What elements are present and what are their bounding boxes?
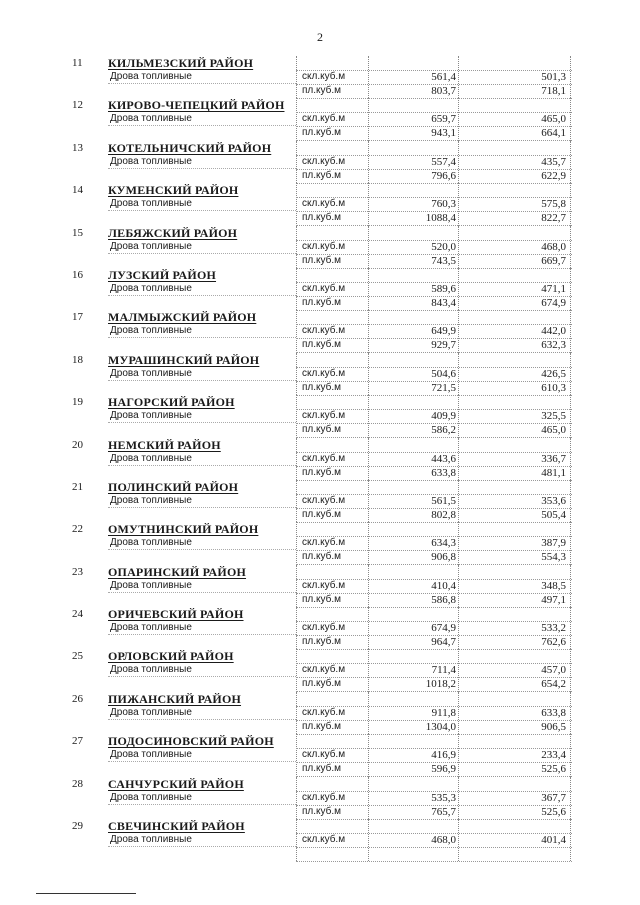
table-row xyxy=(72,847,572,861)
district-block xyxy=(72,141,572,183)
table-row xyxy=(72,579,572,593)
table-row xyxy=(72,550,572,564)
district-header-row xyxy=(72,649,572,663)
value-col-2: 501,3 xyxy=(541,71,566,83)
district-header-row xyxy=(72,607,572,621)
unit-label: пл.куб.м xyxy=(302,127,342,139)
district-name: ПОЛИНСКИЙ РАЙОН xyxy=(108,479,239,494)
unit-label: пл.куб.м xyxy=(302,466,342,478)
value-col-1: 596,9 xyxy=(431,763,456,776)
value-col-1: 409,9 xyxy=(431,410,456,423)
value-col-1: 659,7 xyxy=(431,113,456,126)
district-header-row xyxy=(72,98,572,112)
table-row xyxy=(72,452,572,466)
product-name: Дрова топливные xyxy=(110,113,192,125)
value-col-2: 348,5 xyxy=(541,579,566,592)
table-row xyxy=(72,240,572,254)
value-col-2: 622,9 xyxy=(541,169,566,182)
unit-label: скл.куб.м xyxy=(302,113,346,125)
value-col-2: 471,1 xyxy=(541,282,566,295)
district-number: 20 xyxy=(72,438,83,451)
value-col-2: 525,6 xyxy=(541,805,566,818)
district-name: КУМЕНСКИЙ РАЙОН xyxy=(108,183,239,198)
district-name: МАЛМЫЖСКИЙ РАЙОН xyxy=(108,310,257,325)
district-name: ПИЖАНСКИЙ РАЙОН xyxy=(108,691,242,706)
district-number: 22 xyxy=(72,523,83,536)
value-col-1: 964,7 xyxy=(431,636,456,649)
table-row xyxy=(72,805,572,819)
unit-label: скл.куб.м xyxy=(302,622,346,634)
table-row xyxy=(72,324,572,338)
value-col-2: 718,1 xyxy=(541,85,566,97)
unit-label: пл.куб.м xyxy=(302,508,342,520)
table-row xyxy=(72,494,572,508)
value-col-2: 481,1 xyxy=(541,466,566,479)
district-header-row xyxy=(72,268,572,282)
value-col-2: 435,7 xyxy=(541,155,566,168)
table-row xyxy=(72,296,572,310)
table-row xyxy=(72,155,572,169)
unit-label: пл.куб.м xyxy=(302,763,342,775)
district-number: 29 xyxy=(72,820,83,833)
product-name: Дрова топливные xyxy=(110,155,192,167)
value-col-2: 401,4 xyxy=(541,834,566,847)
value-col-1: 633,8 xyxy=(431,466,456,479)
page-number: 2 xyxy=(317,30,323,44)
district-name: МУРАШИНСКИЙ РАЙОН xyxy=(108,352,260,367)
unit-label: скл.куб.м xyxy=(302,282,346,294)
table-row xyxy=(72,409,572,423)
district-block xyxy=(72,777,572,819)
district-header-row xyxy=(72,734,572,748)
unit-label: пл.куб.м xyxy=(302,593,342,605)
unit-label: скл.куб.м xyxy=(302,706,346,718)
value-col-1: 634,3 xyxy=(431,537,456,550)
unit-label: пл.куб.м xyxy=(302,720,342,732)
district-number: 15 xyxy=(72,226,83,239)
district-number: 27 xyxy=(72,735,83,748)
district-block xyxy=(72,819,572,861)
value-col-1: 721,5 xyxy=(431,381,456,394)
unit-label: скл.куб.м xyxy=(302,325,346,337)
product-name: Дрова топливные xyxy=(110,706,192,718)
value-col-2: 457,0 xyxy=(541,664,566,677)
table-row xyxy=(72,762,572,776)
product-name: Дрова топливные xyxy=(110,791,192,803)
district-number: 25 xyxy=(72,650,83,663)
unit-label: скл.куб.м xyxy=(302,579,346,591)
district-header-row xyxy=(72,353,572,367)
value-col-2: 633,8 xyxy=(541,706,566,719)
value-col-2: 554,3 xyxy=(541,551,566,564)
district-block xyxy=(72,692,572,734)
district-name: ЛУЗСКИЙ РАЙОН xyxy=(108,267,217,282)
value-col-2: 610,3 xyxy=(541,381,566,394)
table-row xyxy=(72,338,572,352)
value-col-2: 325,5 xyxy=(541,410,566,423)
unit-label: скл.куб.м xyxy=(302,367,346,379)
product-name: Дрова топливные xyxy=(110,749,192,761)
table-row xyxy=(72,254,572,268)
value-col-2: 654,2 xyxy=(541,678,566,691)
table-row xyxy=(72,677,572,691)
value-col-1: 504,6 xyxy=(431,367,456,380)
value-col-1: 586,2 xyxy=(431,424,456,437)
value-col-2: 525,6 xyxy=(541,763,566,776)
district-header-row xyxy=(72,141,572,155)
product-name: Дрова топливные xyxy=(110,579,192,591)
table-row xyxy=(72,211,572,225)
district-number: 13 xyxy=(72,141,83,154)
value-col-1: 743,5 xyxy=(431,254,456,267)
value-col-1: 410,4 xyxy=(431,579,456,592)
footer-rule xyxy=(36,893,136,894)
district-block xyxy=(72,56,572,98)
value-col-1: 1304,0 xyxy=(425,720,456,733)
value-col-1: 561,4 xyxy=(431,71,456,83)
table-row xyxy=(72,169,572,183)
table-row xyxy=(72,282,572,296)
value-col-2: 353,6 xyxy=(541,494,566,507)
district-header-row xyxy=(72,226,572,240)
value-col-1: 586,8 xyxy=(431,593,456,606)
product-name: Дрова топливные xyxy=(110,494,192,506)
district-name: ЛЕБЯЖСКИЙ РАЙОН xyxy=(108,225,238,240)
product-name: Дрова топливные xyxy=(110,282,192,294)
value-col-1: 765,7 xyxy=(431,805,456,818)
district-name: САНЧУРСКИЙ РАЙОН xyxy=(108,776,244,791)
value-col-2: 468,0 xyxy=(541,240,566,253)
district-number: 26 xyxy=(72,692,83,705)
table-row xyxy=(72,720,572,734)
district-number: 19 xyxy=(72,396,83,409)
value-col-2: 575,8 xyxy=(541,198,566,211)
district-header-row xyxy=(72,522,572,536)
value-col-1: 796,6 xyxy=(431,169,456,182)
district-block xyxy=(72,649,572,691)
product-name: Дрова топливные xyxy=(110,198,192,210)
table-row xyxy=(72,791,572,805)
district-name: НАГОРСКИЙ РАЙОН xyxy=(108,395,235,410)
district-block xyxy=(72,734,572,776)
value-col-1: 535,3 xyxy=(431,791,456,804)
districts-table xyxy=(72,56,572,861)
unit-label: пл.куб.м xyxy=(302,678,342,690)
value-col-1: 1018,2 xyxy=(425,678,456,691)
product-name: Дрова топливные xyxy=(110,240,192,252)
product-name: Дрова топливные xyxy=(110,71,192,82)
unit-label: пл.куб.м xyxy=(302,424,342,436)
unit-label: скл.куб.м xyxy=(302,452,346,464)
district-block xyxy=(72,183,572,225)
value-col-2: 442,0 xyxy=(541,325,566,338)
table-row xyxy=(72,621,572,635)
value-col-2: 465,0 xyxy=(541,113,566,126)
value-col-1: 911,8 xyxy=(431,706,456,719)
district-name: ОМУТНИНСКИЙ РАЙОН xyxy=(108,522,259,537)
district-name: ОПАРИНСКИЙ РАЙОН xyxy=(108,564,247,579)
table-row xyxy=(72,833,572,847)
table-row xyxy=(72,197,572,211)
district-block xyxy=(72,395,572,437)
value-col-1: 843,4 xyxy=(431,296,456,309)
product-name: Дрова топливные xyxy=(110,664,192,676)
district-number: 12 xyxy=(72,99,83,112)
district-block xyxy=(72,565,572,607)
district-header-row xyxy=(72,692,572,706)
value-col-2: 233,4 xyxy=(541,749,566,762)
district-header-row xyxy=(72,565,572,579)
table-row xyxy=(72,70,572,84)
district-name: ОРИЧЕВСКИЙ РАЙОН xyxy=(108,607,244,622)
district-block xyxy=(72,522,572,564)
table-row xyxy=(72,593,572,607)
district-header-row xyxy=(72,56,572,70)
district-number: 21 xyxy=(72,480,83,493)
district-block xyxy=(72,98,572,140)
value-col-1: 802,8 xyxy=(431,508,456,521)
district-number: 16 xyxy=(72,268,83,281)
unit-label: скл.куб.м xyxy=(302,240,346,252)
unit-label: пл.куб.м xyxy=(302,551,342,563)
table-row xyxy=(72,423,572,437)
value-col-2: 465,0 xyxy=(541,424,566,437)
district-header-row xyxy=(72,777,572,791)
table-row xyxy=(72,84,572,98)
district-name: ПОДОСИНОВСКИЙ РАЙОН xyxy=(108,734,274,749)
unit-label: пл.куб.м xyxy=(302,212,342,224)
value-col-1: 443,6 xyxy=(431,452,456,465)
product-name: Дрова топливные xyxy=(110,834,192,846)
table-row xyxy=(72,112,572,126)
unit-label: пл.куб.м xyxy=(302,85,342,96)
district-header-row xyxy=(72,480,572,494)
district-number: 24 xyxy=(72,608,83,621)
unit-label: скл.куб.м xyxy=(302,749,346,761)
district-header-row xyxy=(72,819,572,833)
district-number: 18 xyxy=(72,353,83,366)
value-col-2: 367,7 xyxy=(541,791,566,804)
value-col-2: 533,2 xyxy=(541,622,566,635)
value-col-1: 589,6 xyxy=(431,282,456,295)
product-name: Дрова топливные xyxy=(110,325,192,337)
district-name: КИЛЬМЕЗСКИЙ РАЙОН xyxy=(108,56,254,70)
table-row xyxy=(72,663,572,677)
value-col-1: 557,4 xyxy=(431,155,456,168)
unit-label: пл.куб.м xyxy=(302,169,342,181)
district-number: 11 xyxy=(72,57,83,69)
table-row xyxy=(72,381,572,395)
district-number: 28 xyxy=(72,777,83,790)
district-block xyxy=(72,353,572,395)
unit-label: скл.куб.м xyxy=(302,494,346,506)
district-name: ОРЛОВСКИЙ РАЙОН xyxy=(108,649,234,664)
table-row xyxy=(72,536,572,550)
unit-label: скл.куб.м xyxy=(302,410,346,422)
table-row xyxy=(72,635,572,649)
district-number: 17 xyxy=(72,311,83,324)
district-name: КИРОВО-ЧЕПЕЦКИЙ РАЙОН xyxy=(108,98,285,113)
value-col-1: 711,4 xyxy=(431,664,456,677)
unit-label: скл.куб.м xyxy=(302,834,346,846)
value-col-2: 669,7 xyxy=(541,254,566,267)
value-col-1: 649,9 xyxy=(431,325,456,338)
product-name: Дрова топливные xyxy=(110,410,192,422)
unit-label: пл.куб.м xyxy=(302,636,342,648)
table-row xyxy=(72,748,572,762)
district-block xyxy=(72,226,572,268)
district-block xyxy=(72,310,572,352)
unit-label: скл.куб.м xyxy=(302,198,346,210)
district-header-row xyxy=(72,183,572,197)
value-col-1: 1088,4 xyxy=(425,212,456,225)
value-col-1: 929,7 xyxy=(431,339,456,352)
value-col-2: 822,7 xyxy=(541,212,566,225)
table-row xyxy=(72,466,572,480)
value-col-2: 632,3 xyxy=(541,339,566,352)
table-row xyxy=(72,367,572,381)
district-header-row xyxy=(72,395,572,409)
unit-label: пл.куб.м xyxy=(302,339,342,351)
value-col-1: 561,5 xyxy=(431,494,456,507)
unit-label: пл.куб.м xyxy=(302,805,342,817)
product-name: Дрова топливные xyxy=(110,622,192,634)
unit-label: скл.куб.м xyxy=(302,537,346,549)
value-col-1: 803,7 xyxy=(431,85,456,97)
district-block xyxy=(72,480,572,522)
district-header-row xyxy=(72,310,572,324)
table-row xyxy=(72,508,572,522)
district-number: 14 xyxy=(72,184,83,197)
value-col-1: 674,9 xyxy=(431,622,456,635)
unit-label: пл.куб.м xyxy=(302,381,342,393)
value-col-1: 468,0 xyxy=(431,834,456,847)
value-col-2: 906,5 xyxy=(541,720,566,733)
product-name: Дрова топливные xyxy=(110,367,192,379)
value-col-1: 943,1 xyxy=(431,127,456,140)
district-name: НЕМСКИЙ РАЙОН xyxy=(108,437,221,452)
product-name: Дрова топливные xyxy=(110,452,192,464)
district-header-row xyxy=(72,438,572,452)
value-col-2: 426,5 xyxy=(541,367,566,380)
district-name: СВЕЧИНСКИЙ РАЙОН xyxy=(108,819,245,834)
district-name: КОТЕЛЬНИЧСКИЙ РАЙОН xyxy=(108,140,272,155)
value-col-1: 906,8 xyxy=(431,551,456,564)
value-col-2: 387,9 xyxy=(541,537,566,550)
unit-label: скл.куб.м xyxy=(302,791,346,803)
unit-label: пл.куб.м xyxy=(302,296,342,308)
unit-label: скл.куб.м xyxy=(302,155,346,167)
value-col-2: 664,1 xyxy=(541,127,566,140)
unit-label: пл.куб.м xyxy=(302,254,342,266)
table-row xyxy=(72,706,572,720)
product-name: Дрова топливные xyxy=(110,537,192,549)
value-col-2: 497,1 xyxy=(541,593,566,606)
district-block xyxy=(72,268,572,310)
unit-label: скл.куб.м xyxy=(302,71,346,82)
district-block xyxy=(72,438,572,480)
value-col-2: 762,6 xyxy=(541,636,566,649)
row-divider xyxy=(296,861,572,862)
value-col-1: 760,3 xyxy=(431,198,456,211)
value-col-2: 336,7 xyxy=(541,452,566,465)
district-block xyxy=(72,607,572,649)
value-col-1: 520,0 xyxy=(431,240,456,253)
value-col-1: 416,9 xyxy=(431,749,456,762)
value-col-2: 674,9 xyxy=(541,296,566,309)
value-col-2: 505,4 xyxy=(541,508,566,521)
district-number: 23 xyxy=(72,565,83,578)
table-row xyxy=(72,126,572,140)
unit-label: скл.куб.м xyxy=(302,664,346,676)
